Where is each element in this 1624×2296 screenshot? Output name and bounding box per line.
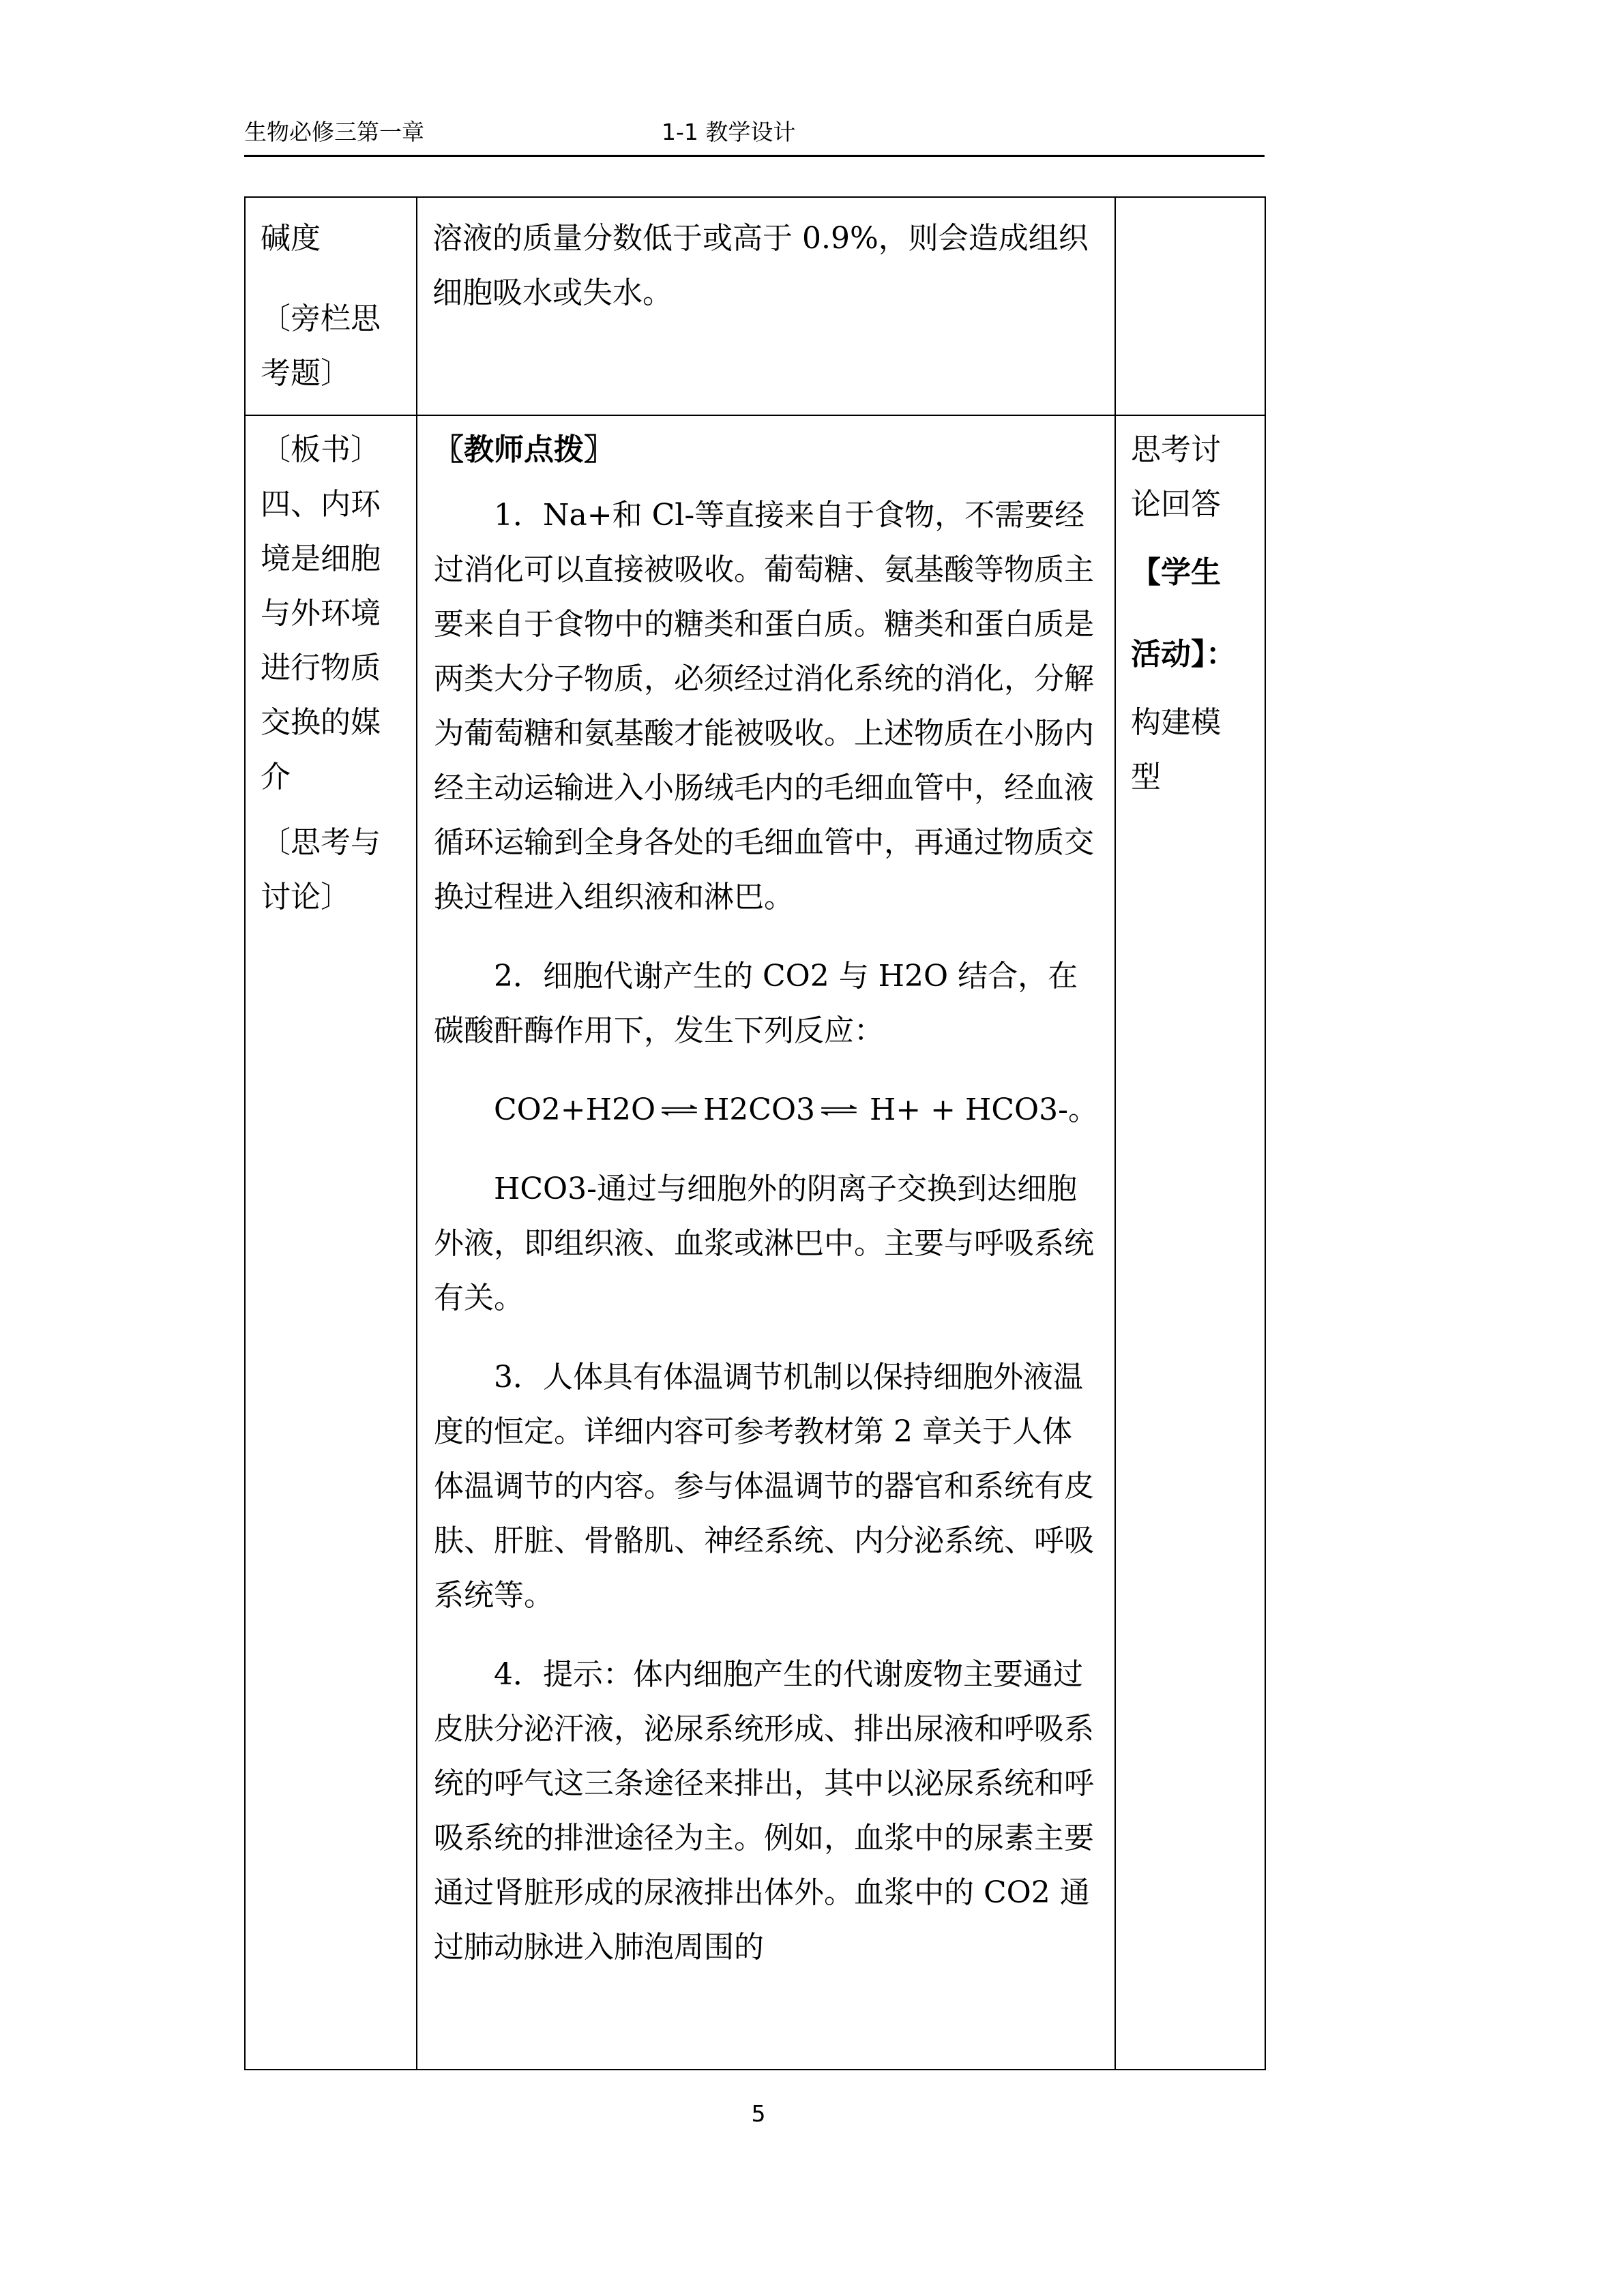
equation-middle: H2CO3 [703, 1092, 816, 1127]
row1-col2-text: 溶液的质量分数低于或高于 0.9%，则会造成组织细胞吸水或失水。 [432, 221, 1089, 310]
row2-col3 [1115, 415, 1265, 2070]
page-number: 5 [751, 2100, 766, 2127]
row1-col1 [245, 197, 417, 415]
paragraph-1: 1．Na+和 Cl-等直接来自于食物，不需要经过消化可以直接被吸收。葡萄糖、氨基酸等物质主要来自于食物中的糖类和蛋白质。糖类和蛋白质是两类大分子物质，必须经过消化系统的消化，分解为葡萄糖和氨基酸才能被吸收。上述物质在小肠内经主动运输进入小肠绒毛内的毛细血管中，经血液循环运输到全身各处的毛细血管中，再通过物质交换过程进入组织液和淋巴。 [434, 498, 1094, 914]
header-course-title: 生物必修三第一章 [244, 119, 424, 145]
topic-label: 四、内环境是细胞与外环境进行物质交换的媒介 [261, 487, 381, 794]
table-row [245, 415, 1265, 2070]
header-rule [244, 155, 1265, 157]
discussion-label: 〔思考与讨论〕 [261, 825, 381, 914]
row2-col2 [417, 415, 1115, 2070]
lesson-table [244, 196, 1266, 2070]
equation-right: H+ + HCO3-。 [869, 1092, 1098, 1127]
page-header [244, 115, 1265, 154]
table-row [245, 197, 1265, 415]
row1-col3 [1115, 197, 1265, 415]
paragraph-3: HCO3-通过与细胞外的阴离子交换到达细胞外液，即组织液、血浆或淋巴中。主要与呼吸系统有关。 [434, 1172, 1094, 1315]
paragraph-5: 4．提示：体内细胞产生的代谢废物主要通过皮肤分泌汗液，泌尿系统形成、排出尿液和呼吸系统的呼气这三条途径来排出，其中以泌尿系统和呼吸系统的排泄途径为主。例如，血浆中的尿素主要通过肾脏形成的尿液排出体外。血浆中的 CO2 通过肺动脉进入肺泡周围的 [434, 1657, 1094, 1965]
paragraph-4: 3．人体具有体温调节机制以保持细胞外液温度的恒定。详细内容可参考教材第 2 章关于人体体温调节的内容。参与体温调节的器官和系统有皮肤、肝脏、骨骼肌、神经系统、内分泌系统、呼吸系统等。 [434, 1360, 1094, 1613]
header-design-title: 1-1 教学设计 [662, 119, 796, 145]
row1-col2 [417, 197, 1115, 415]
discuss-answer-label: 思考讨论回答 [1131, 432, 1221, 522]
row1-col1-line1: 碱度 [261, 221, 321, 256]
teacher-guidance-heading: 〖教师点拨〗 [434, 432, 614, 467]
board-label: 〔板书〕 [261, 432, 381, 467]
equilibrium-arrow-icon [819, 1097, 859, 1124]
row1-col1-line2: 〔旁栏思考题〕 [261, 301, 381, 391]
equation-left: CO2+H2O [494, 1092, 656, 1127]
equilibrium-arrow-icon [660, 1097, 699, 1124]
student-activity-title: 【学生活动】： [1131, 555, 1236, 672]
row1-col3-text [1116, 198, 1265, 222]
student-activity-text: 构建模型 [1131, 705, 1221, 794]
row2-col1 [245, 415, 417, 2070]
paragraph-2: 2．细胞代谢产生的 CO2 与 H2O 结合，在碳酸酐酶作用下，发生下列反应： [434, 959, 1078, 1048]
reaction-equation [434, 1083, 1098, 1137]
